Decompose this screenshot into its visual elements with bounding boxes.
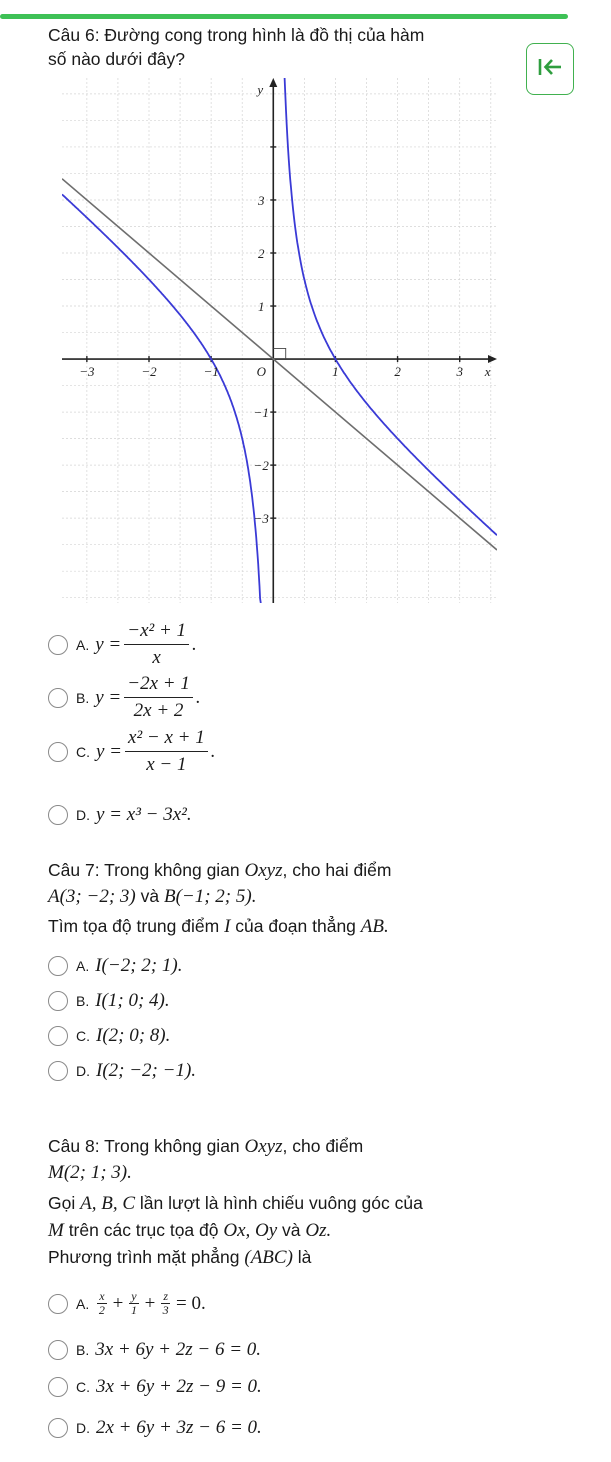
q8-title-line2 bbox=[48, 1161, 132, 1184]
q8-math: Oxyz bbox=[244, 1136, 283, 1157]
numerator: z bbox=[163, 1289, 168, 1303]
option-formula: y = x³ − 3x². bbox=[96, 804, 192, 825]
x-tick-label: −2 bbox=[141, 364, 157, 380]
origin-label: O bbox=[256, 364, 266, 380]
q8-text: Câu 8: Trong không gian bbox=[48, 1136, 245, 1156]
radio-button[interactable] bbox=[48, 1377, 68, 1397]
q7-text: Câu 7: Trong không gian bbox=[48, 860, 245, 880]
progress-bar bbox=[0, 14, 568, 19]
option-formula bbox=[95, 673, 200, 722]
denominator: 3 bbox=[162, 1303, 169, 1317]
radio-button[interactable] bbox=[48, 635, 68, 655]
curve-branch-left bbox=[62, 194, 262, 603]
option-formula: 3x + 6y + 2z − 6 = 0. bbox=[95, 1339, 262, 1360]
radio-button[interactable] bbox=[48, 956, 68, 976]
q7-option-b[interactable] bbox=[48, 990, 170, 1012]
y-tick-label: 1 bbox=[258, 299, 265, 315]
q7-option-a[interactable] bbox=[48, 955, 182, 977]
radio-button[interactable] bbox=[48, 1026, 68, 1046]
x-tick-label: −3 bbox=[79, 364, 95, 380]
option-formula: I(2; −2; −1). bbox=[96, 1060, 197, 1081]
option-label: A. bbox=[76, 636, 90, 653]
radio-button[interactable] bbox=[48, 1340, 68, 1360]
q8-text: lần lượt là hình chiếu vuông góc của bbox=[135, 1193, 423, 1213]
y-axis-arrow bbox=[269, 78, 277, 87]
option-label: C. bbox=[76, 1379, 90, 1395]
point-m: M(2; 1; 3). bbox=[48, 1162, 132, 1183]
formula-lhs: y = bbox=[95, 686, 122, 708]
q7-math: I bbox=[224, 916, 231, 937]
x-axis-arrow bbox=[488, 355, 497, 363]
q6-option-c[interactable] bbox=[48, 727, 215, 776]
option-label: C. bbox=[76, 743, 90, 760]
option-formula: I(1; 0; 4). bbox=[95, 990, 170, 1011]
radio-button[interactable] bbox=[48, 1061, 68, 1081]
asymptote-line bbox=[62, 179, 497, 550]
radio-button[interactable] bbox=[48, 805, 68, 825]
q7-title-line2 bbox=[48, 885, 256, 908]
q8-title-line5 bbox=[48, 1246, 311, 1269]
option-label: D. bbox=[76, 1063, 90, 1079]
option-label: A. bbox=[76, 1295, 90, 1312]
denominator: x − 1 bbox=[146, 754, 187, 775]
numerator: −2x + 1 bbox=[124, 673, 193, 698]
right-angle-marker bbox=[273, 348, 285, 359]
option-formula: 2x + 6y + 3z − 6 = 0. bbox=[96, 1417, 262, 1438]
option-label: D. bbox=[76, 807, 90, 823]
q8-text: và bbox=[277, 1220, 306, 1240]
y-tick-label: −1 bbox=[253, 405, 269, 421]
q8-math: (ABC) bbox=[244, 1247, 293, 1268]
q7-math: Oxyz bbox=[244, 860, 283, 881]
y-tick-label: 3 bbox=[258, 192, 265, 208]
formula-end: . bbox=[192, 633, 197, 655]
option-label: B. bbox=[76, 1342, 90, 1358]
x-tick-label: 2 bbox=[394, 364, 401, 380]
q6-option-a[interactable] bbox=[48, 620, 197, 669]
formula-end: . bbox=[210, 740, 216, 762]
q7-text: , cho hai điểm bbox=[282, 860, 392, 880]
point-b: B(−1; 2; 5). bbox=[163, 886, 257, 907]
x-tick-label: −1 bbox=[203, 364, 219, 380]
fraction bbox=[97, 1290, 106, 1317]
radio-button[interactable] bbox=[48, 688, 68, 708]
formula-lhs: y = bbox=[95, 633, 122, 655]
plus-sign: + bbox=[112, 1292, 124, 1314]
arrow-left-to-bar-icon bbox=[536, 56, 564, 83]
q7-math: AB. bbox=[360, 916, 389, 937]
y-axis-label: y bbox=[257, 81, 264, 97]
q8-text: Gọi bbox=[48, 1193, 81, 1213]
x-axis-label: x bbox=[484, 364, 491, 380]
fraction bbox=[161, 1290, 170, 1317]
radio-button[interactable] bbox=[48, 1294, 68, 1314]
q6-option-b[interactable] bbox=[48, 673, 201, 722]
q8-option-d[interactable] bbox=[48, 1417, 262, 1439]
back-button[interactable] bbox=[526, 43, 574, 95]
radio-button[interactable] bbox=[48, 991, 68, 1011]
q8-title-line4 bbox=[48, 1219, 331, 1242]
q8-math: Ox, Oy bbox=[223, 1220, 278, 1241]
y-tick-label: −3 bbox=[253, 511, 269, 527]
plus-sign: + bbox=[144, 1292, 156, 1314]
option-formula: I(−2; 2; 1). bbox=[95, 955, 183, 976]
option-label: D. bbox=[76, 1420, 90, 1436]
q8-text: trên các trục tọa độ bbox=[63, 1220, 224, 1240]
denominator: x bbox=[152, 647, 161, 668]
numerator: x bbox=[99, 1289, 105, 1303]
denominator: 2 bbox=[98, 1303, 105, 1317]
q6-option-d[interactable] bbox=[48, 804, 192, 826]
x-tick-label: 1 bbox=[332, 364, 339, 380]
q8-option-c[interactable] bbox=[48, 1376, 262, 1398]
curve-branch-right bbox=[284, 78, 497, 535]
denominator: 1 bbox=[130, 1303, 137, 1317]
fraction bbox=[124, 673, 193, 722]
option-formula bbox=[95, 620, 197, 669]
option-formula: 3x + 6y + 2z − 9 = 0. bbox=[96, 1376, 262, 1397]
formula-end: . bbox=[195, 686, 201, 708]
q6-title-line2: số nào dưới đây? bbox=[48, 49, 186, 69]
q7-text: và bbox=[135, 886, 164, 906]
q7-text: Tìm tọa độ trung điểm bbox=[48, 916, 225, 936]
denominator: 2x + 2 bbox=[133, 700, 184, 721]
q8-option-a[interactable] bbox=[48, 1290, 206, 1317]
radio-button[interactable] bbox=[48, 742, 68, 762]
option-formula: I(2; 0; 8). bbox=[96, 1025, 171, 1046]
fraction bbox=[124, 620, 189, 669]
numerator: y bbox=[131, 1289, 137, 1303]
y-tick-label: 2 bbox=[258, 246, 265, 261]
fraction bbox=[125, 727, 208, 776]
q8-math: M bbox=[48, 1220, 64, 1241]
q8-text: , cho điểm bbox=[282, 1136, 364, 1156]
q8-title-line3 bbox=[48, 1192, 423, 1215]
option-formula bbox=[96, 727, 215, 776]
option-formula bbox=[95, 1290, 205, 1317]
option-label: B. bbox=[76, 993, 90, 1009]
q7-option-d[interactable] bbox=[48, 1060, 196, 1082]
q8-title-line1 bbox=[48, 1135, 363, 1158]
radio-button[interactable] bbox=[48, 1418, 68, 1438]
q7-title-line1 bbox=[48, 859, 391, 882]
option-label: B. bbox=[76, 689, 90, 706]
numerator: −x² + 1 bbox=[124, 620, 189, 645]
q7-title-line3 bbox=[48, 915, 389, 938]
function-graph bbox=[62, 78, 497, 603]
point-a: A(3; −2; 3) bbox=[48, 886, 136, 907]
x-tick-label: 3 bbox=[456, 364, 463, 380]
q8-text: là bbox=[292, 1247, 312, 1267]
q6-title-line1: Câu 6: Đường cong trong hình là đồ thị của hàm bbox=[48, 25, 425, 45]
option-label: A. bbox=[76, 958, 90, 974]
q7-text: của đoạn thẳng bbox=[230, 916, 361, 936]
fraction bbox=[129, 1290, 138, 1317]
formula-lhs: y = bbox=[96, 740, 123, 762]
option-label: C. bbox=[76, 1028, 90, 1044]
q7-option-c[interactable] bbox=[48, 1025, 170, 1047]
numerator: x² − x + 1 bbox=[125, 727, 208, 752]
formula-end: = 0. bbox=[176, 1292, 206, 1314]
q8-option-b[interactable] bbox=[48, 1339, 261, 1361]
y-tick-label: −2 bbox=[253, 458, 269, 474]
q8-math: Oz. bbox=[305, 1220, 332, 1241]
q8-math: A, B, C bbox=[80, 1193, 135, 1214]
q8-text: Phương trình mặt phẳng bbox=[48, 1247, 245, 1267]
